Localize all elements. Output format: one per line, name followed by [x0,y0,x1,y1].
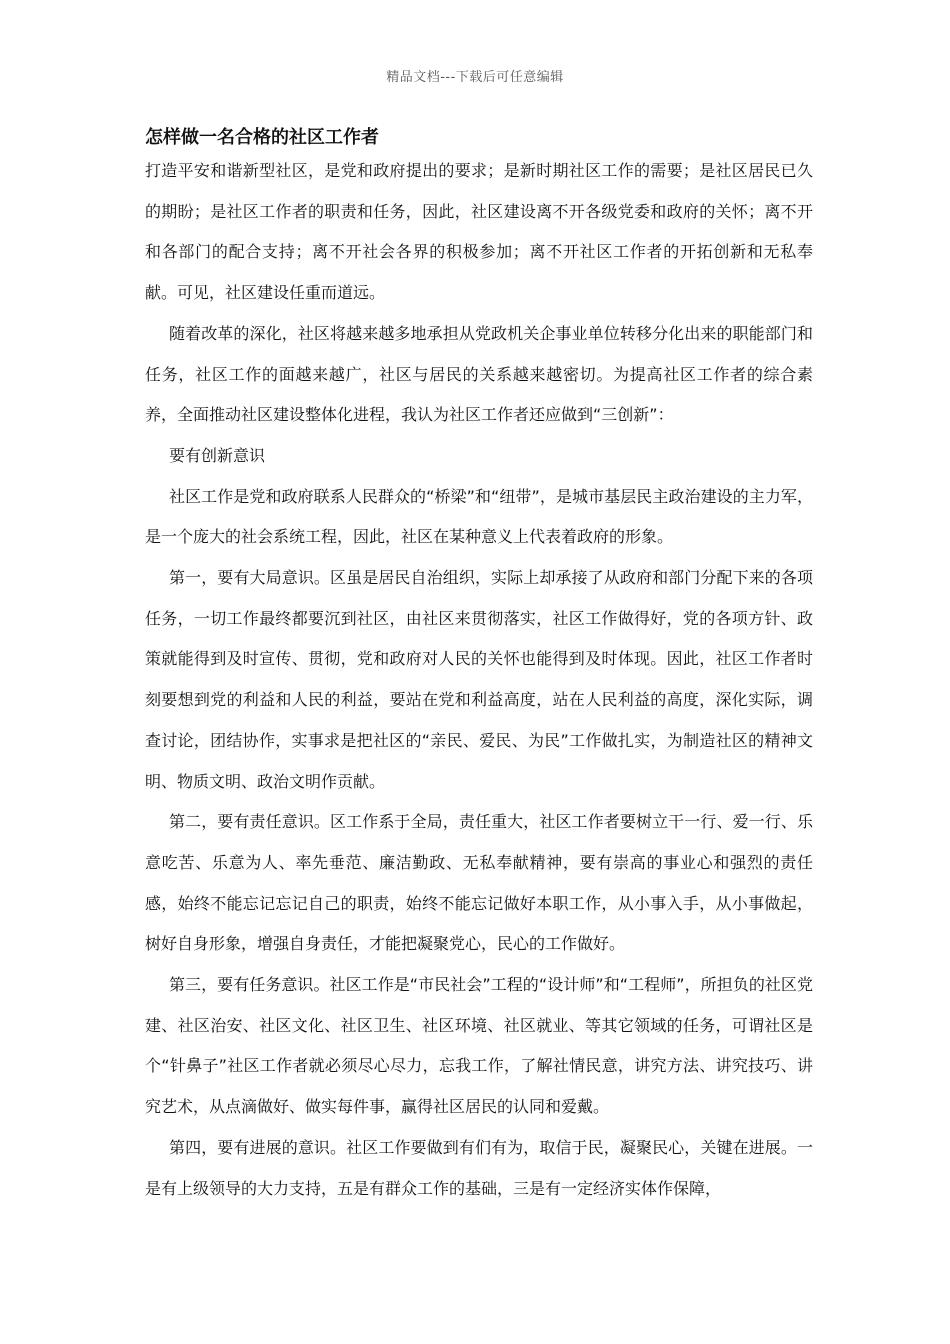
paragraph-intro: 打造平安和谐新型社区，是党和政府提出的要求；是新时期社区工作的需要；是社区居民已久的期盼；是社区工作者的职责和任务，因此，社区建设离不开各级党委和政府的关怀；离不开和各部门的配合支持；离不开社会各界的积极参加；离不开社区工作者的开拓创新和无私奉献。可见，社区建设任重而道远。 [145,161,813,303]
section-heading-innovation: 要有创新意识 [169,445,266,465]
document-body [145,124,813,1209]
paragraph-second-point: 第二，要有责任意识。区工作系于全局，责任重大，社区工作者要树立干一行、爱一行、乐意吃苦、乐意为人、率先垂范、廉洁勤政、无私奉献精神，要有崇高的事业心和强烈的责任感，始终不能忘记忘记自己的职责，始终不能忘记做好本职工作，从小事入手，从小事做起，树好自身形象，增强自身责任，才能把凝聚党心，民心的工作做好。 [145,812,813,954]
document-title: 怎样做一名合格的社区工作者 [145,127,379,148]
paragraph-reform: 随着改革的深化，社区将越来越多地承担从党政机关企事业单位转移分化出来的职能部门和任务，社区工作的面越来越广，社区与居民的关系越来越密切。为提高社区工作者的综合素养，全面推动社区建设整体化进程，我认为社区工作者还应做到“三创新”： [145,323,813,425]
page-header: 精品文档---下载后可任意编辑 [386,70,564,85]
paragraph-fourth-point: 第四，要有进展的意识。社区工作要做到有们有为，取信于民，凝聚民心，关键在进展。一是有上级领导的大力支持，五是有群众工作的基础，三是有一定经济实体作保障， [145,1137,813,1198]
paragraph-first-point: 第一，要有大局意识。区虽是居民自治组织，实际上却承接了从政府和部门分配下来的各项任务，一切工作最终都要沉到社区，由社区来贯彻落实，社区工作做得好，党的各项方针、政策就能得到及时宣传、贯彻，党和政府对人民的关怀也能得到及时体现。因此，社区工作者时刻要想到党的利益和人民的利益，要站在党和利益高度，站在人民利益的高度，深化实际，调查讨论，团结协作，实事求是把社区的“亲民、爱民、为民”工作做扎实，为制造社区的精神文明、物质文明、政治文明作贡献。 [145,568,813,791]
paragraph-bridge: 社区工作是党和政府联系人民群众的“桥梁”和“纽带”，是城市基层民主政治建设的主力军，是一个庞大的社会系统工程，因此，社区在某种意义上代表着政府的形象。 [145,486,813,547]
paragraph-third-point: 第三，要有任务意识。社区工作是“市民社会”工程的“设计师”和“工程师”，所担负的社区党建、社区治安、社区文化、社区卫生、社区环境、社区就业、等其它领域的任务，可谓社区是个“针鼻子”社区工作者就必须尽心尽力，忘我工作，了解社情民意，讲究方法、讲究技巧、讲究艺术，从点滴做好、做实每件事，赢得社区居民的认同和爱戴。 [145,975,813,1117]
